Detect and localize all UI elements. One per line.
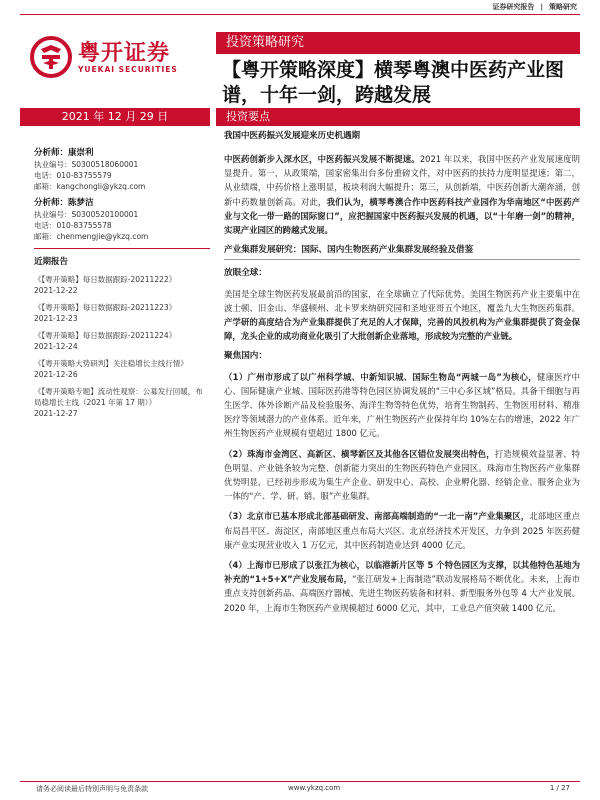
analyst-card (34, 148, 210, 192)
report-type-label: 证券研究报告 (492, 3, 535, 11)
top-header-strip (0, 0, 600, 14)
recent-report-item[interactable] (34, 302, 210, 324)
recent-report-title[interactable]: 《【粤开策略】每日数据跟踪-20211222》 (34, 275, 177, 284)
sidebar-divider (34, 248, 210, 249)
footer-disclaimer: 请务必阅读最后特别声明与免责条款 (36, 785, 148, 793)
report-date: 2021 年 12 月 29 日 (20, 108, 210, 126)
report-title: 【粤开策略深度】横琴粤澳中医药产业图谱，十年一剑，跨越发展 (222, 59, 565, 106)
intro-text: 2021 年以来，我国中医药产业发展速度明显提升。第一，从政策端，国家密集出台多份重磅文件，对中医药的扶持力度明显提速；第二，从业绩端，中药价格上涨明显，板块利润大幅提升；第三，从创新端，中医药创新大潮奔涌，创新中药数量创新高。对此， (224, 154, 580, 207)
analyst-email[interactable]: 邮箱：chenmengjie@ykzq.com (34, 232, 149, 241)
analyst-phone: 电话：010-83755578 (34, 221, 112, 230)
paragraph-beijing (224, 509, 580, 552)
analyst-phone: 电话：010-83755579 (34, 171, 112, 180)
paragraph-shanghai (224, 558, 580, 615)
beijing-lead: （3）北京市已基本形成北部基础研发、南部高端制造的“一北一南”产业集聚区， (224, 511, 530, 522)
intro-lead: 中医药创新步入深水区，中医药振兴发展不断提速。 (224, 154, 420, 164)
footer-page-number: 1 / 27 (549, 784, 570, 792)
footer-website[interactable]: www.ykzq.com (288, 784, 341, 792)
global-emphasis: 产学研的高度结合为产业集群提供了充足的人才保障，完善的风投机构为产业集群提供了资金保障，龙头企业的成功商业化吸引了大批创新企业落地，形成较为完整的产业链。 (224, 317, 580, 342)
report-type-tag (489, 2, 580, 12)
analyst-cert: 执业编号：S0300518060001 (34, 160, 139, 169)
recent-report-title[interactable]: 《【粤开策略】每日数据跟踪-20211224》 (34, 331, 177, 340)
zhuhai-lead: （2）珠海市金湾区、高新区、横琴新区及其他各区错位发展突出特色， (224, 448, 495, 459)
recent-report-date: 2021-12-23 (34, 314, 78, 323)
section-heading-cluster: 产业集群发展研究：国际、国内生物医药产业集群发展经验及借鉴 (224, 243, 580, 260)
recent-report-title[interactable]: 《【粤开策略大势研判】关注稳增长主线行情》 (34, 359, 188, 368)
analyst-name: 分析师：陈梦洁 (34, 198, 94, 208)
paragraph-global (224, 287, 580, 344)
recent-report-date: 2021-12-26 (34, 370, 78, 379)
recent-report-date: 2021-12-22 (34, 286, 78, 295)
header-divider (20, 14, 580, 15)
footer-divider (20, 781, 580, 782)
recent-report-date: 2021-12-24 (34, 342, 78, 351)
recent-reports-title: 近期报告 (34, 257, 69, 267)
section-heading-global: 放眼全球： (224, 268, 267, 279)
main-body (224, 152, 580, 621)
global-text: 美国是全球生物医药发展最前沿的国家，在全球确立了代际优势。美国生物医药产业主要集中在波士顿、旧金山、华盛顿州、北卡罗来纳研究园和圣地亚哥五个地区，覆盖九大生物医药集群。 (224, 288, 580, 313)
report-subtype-label: 策略研究 (549, 3, 577, 11)
key-points-banner: 投资要点 (216, 108, 580, 126)
paragraph-zhuhai (224, 447, 580, 504)
recent-report-item[interactable] (34, 358, 210, 380)
analyst-cert: 执业编号：S0300520100001 (34, 210, 139, 219)
guangzhou-lead: （1）广州市形成了以广州科学城、中新知识城、国际生物岛“两城一岛”为核心， (224, 371, 537, 382)
paragraph-guangzhou (224, 370, 580, 441)
key-points-subhead: 我国中医药振兴发展迎来历史机遇期 (224, 131, 361, 141)
zhuhai-text: 打造规模效益显著、特色明显、产业链条较为完整、创新能力突出的生物医药特色产业园区。珠海市生物医药产业集群优势明显，已经初步形成为集生产企业、研发中心、高校、企业孵化器、经销企业、服务企业为一体的“产、学、研、销、服”产业集群。 (224, 448, 581, 502)
recent-report-title[interactable]: 《【粤开策略专题】流动性观察：公募发行回暖，布局稳增长主线（2021 年第 17 期）》 (34, 387, 203, 407)
recent-report-date: 2021-12-27 (34, 409, 78, 418)
analyst-card (34, 198, 210, 242)
left-sidebar (34, 148, 210, 425)
section-heading-domestic: 聚焦国内： (224, 351, 267, 362)
brand-logo (30, 36, 220, 80)
category-banner: 投资策略研究 (216, 32, 580, 54)
shanghai-text: “张江研发+上海制造”联动发展格局不断优化。未来，上海市重点支持创新药品、高端医疗器械、先进生物医药装备和材料、新型服务外包等 4 大产业发展。2020 年，上海市生物医药产业规模超过 6000 亿元，其中，工业总产值突破 1400 亿元。 (224, 574, 580, 613)
intro-conclusion: 我们认为，横琴粤澳合作中医药科技产业园作为华南地区“中医药产业与文化一带一路的国际窗口”，应把握国家中医药振兴发展的机遇，以“十年磨一剑”的精神，实现产业园区的跨越式发展。 (224, 196, 580, 236)
brand-name-en: YUEKAI SECURITIES (78, 65, 178, 74)
paragraph-intro (224, 152, 580, 237)
guangzhou-text: 健康医疗中心、国际健康产业城、国际医药港等特色园区协调发展的“三中心多区域”格局。具备干细胞与再生医学、体外诊断产品及检验服务、海洋生物等特色优势，培育生物制药、生物医用材料、精准医疗等领域潜力的产业体系。近年来，广州生物医药产业保持年均 10%左右的增速，2022 年广州生物医药产业规模有望超过 1800 亿元。 (224, 371, 581, 439)
recent-report-item[interactable] (34, 274, 210, 296)
beijing-text: 北部地区重点布局昌平区、海淀区，南部地区重点布局大兴区、北京经济技术开发区，力争到 2025 年医药健康产业实现营业收入 1 万亿元，其中医药制造业达到 4000 亿元。 (224, 511, 580, 550)
shanghai-lead: （4）上海市已形成了以张江为核心，以临港新片区等 5 个特色园区为支撑，以其他特色基地为补充的“1+5+X”产业发展布局， (224, 560, 580, 585)
recent-report-item[interactable] (34, 330, 210, 352)
brand-name-cn: 粤开证券 (78, 41, 171, 66)
recent-report-title[interactable]: 《【粤开策略】每日数据跟踪-20211223》 (34, 303, 177, 312)
analyst-name: 分析师：康崇利 (34, 148, 94, 158)
report-type-separator: | (540, 3, 543, 11)
yuekai-logo-icon (30, 36, 72, 78)
analyst-email[interactable]: 邮箱：kangchongli@ykzq.com (34, 182, 146, 191)
recent-report-item[interactable] (34, 386, 210, 419)
